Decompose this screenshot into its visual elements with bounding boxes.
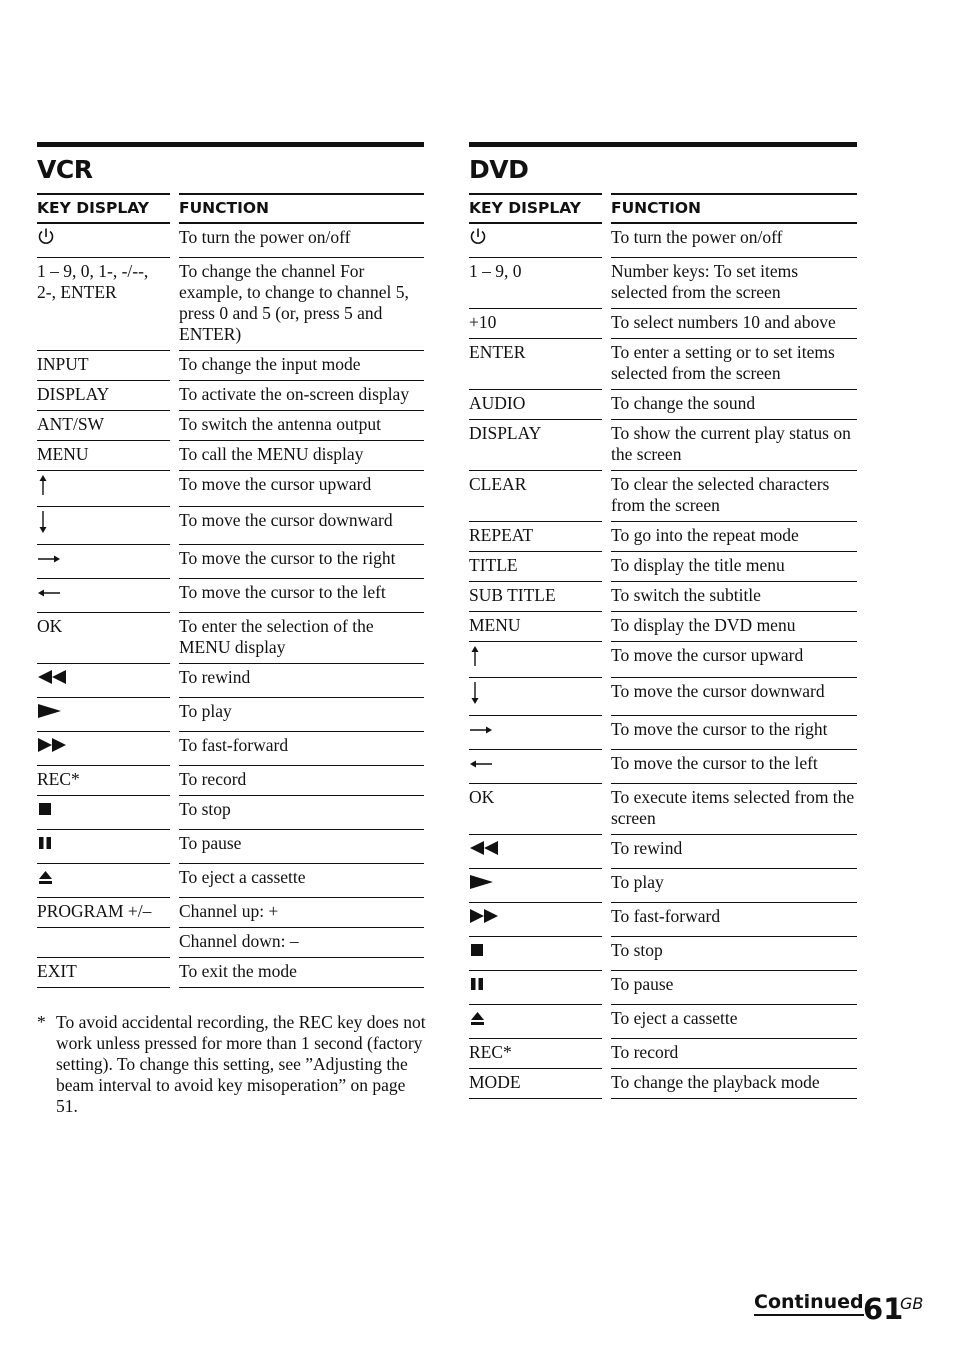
table-row [469,1005,857,1039]
function-cell: To display the title menu [611,552,857,582]
function-cell: To play [179,698,424,732]
function-cell: To switch the antenna output [179,411,424,441]
function-cell: To change the sound [611,390,857,420]
key-display-cell [469,390,602,420]
key-display-cell [37,411,170,441]
key-display-cell [37,898,170,928]
key-display-cell [469,937,602,971]
key-label: ENTER [469,342,526,362]
table-row [37,441,424,471]
table-row [469,971,857,1005]
table-row [469,522,857,552]
power-icon [469,227,487,252]
dvd-key-table [469,193,857,1099]
table-row [469,390,857,420]
key-label: MENU [469,615,521,635]
vcr-table-body [37,224,424,988]
key-display-cell [37,796,170,830]
function-cell: To enter a setting or to set items selected from the screen [611,339,857,390]
key-display-cell [37,864,170,898]
dvd-title: DVD [469,155,529,184]
function-cell: To execute items selected from the screen [611,784,857,835]
table-row [37,796,424,830]
key-display-cell [469,1069,602,1099]
arrow-down-icon [469,681,481,710]
eject-icon [37,867,55,892]
key-label: PROGRAM +/– [37,901,152,921]
stop-icon [37,799,55,824]
table-row [37,351,424,381]
table-row [37,579,424,613]
page-suffix: GB [900,1294,924,1313]
key-display-cell [469,309,602,339]
table-row [37,864,424,898]
key-display-cell [469,224,602,258]
footnote [37,1012,427,1117]
arrow-up-icon [469,645,481,672]
function-cell: To rewind [611,835,857,869]
function-cell: To move the cursor upward [611,642,857,678]
key-display-cell [37,545,170,579]
key-display-cell [37,613,170,664]
play-icon [469,872,495,897]
table-row [469,258,857,309]
table-row [37,545,424,579]
key-display-cell [469,903,602,937]
continued-label: Continued [754,1290,864,1316]
vcr-key-header: KEY DISPLAY [37,193,170,224]
key-display-cell [37,928,170,958]
key-display-cell [37,766,170,796]
function-cell: To rewind [179,664,424,698]
function-cell: To select numbers 10 and above [611,309,857,339]
table-row [37,958,424,988]
table-row [37,732,424,766]
key-label: INPUT [37,354,89,374]
function-cell: To pause [179,830,424,864]
function-cell: Number keys: To set items selected from the screen [611,258,857,309]
table-row [37,381,424,411]
table-row [469,612,857,642]
key-label: +10 [469,312,497,332]
function-cell: To record [611,1039,857,1069]
table-row [469,1039,857,1069]
arrow-left-icon [469,753,493,778]
arrow-right-icon [469,719,493,744]
table-row [37,471,424,507]
key-display-cell [469,678,602,716]
key-label: MODE [469,1072,521,1092]
rewind-icon [469,838,501,863]
function-cell: To change the input mode [179,351,424,381]
dvd-section [469,142,857,1099]
key-display-cell [469,642,602,678]
pause-icon [37,833,55,858]
key-label: 1 – 9, 0, 1-, -/--, 2-, ENTER [37,261,149,302]
key-display-cell [37,698,170,732]
fast-forward-icon [469,906,501,931]
function-cell: To move the cursor upward [179,471,424,507]
fast-forward-icon [37,735,69,760]
key-label: OK [37,616,63,636]
key-label: ANT/SW [37,414,105,434]
table-row [37,664,424,698]
key-display-cell [469,339,602,390]
key-display-cell [37,664,170,698]
dvd-table-body [469,224,857,1099]
stop-icon [469,940,487,965]
key-display-cell [469,1039,602,1069]
arrow-up-icon [37,474,49,501]
table-row [469,869,857,903]
key-display-cell [469,582,602,612]
vcr-top-rule [37,142,424,147]
table-row [469,716,857,750]
table-row [469,903,857,937]
arrow-right-icon [37,548,61,573]
table-row [37,766,424,796]
key-label: 1 – 9, 0 [469,261,522,281]
table-row [469,420,857,471]
table-row [37,613,424,664]
key-display-cell [469,420,602,471]
key-display-cell [469,716,602,750]
table-row [37,830,424,864]
function-cell: To clear the selected characters from the screen [611,471,857,522]
vcr-function-header: FUNCTION [179,193,424,224]
function-cell: To play [611,869,857,903]
key-display-cell [469,471,602,522]
key-label: SUB TITLE [469,585,556,605]
key-display-cell [37,471,170,507]
key-display-cell [37,579,170,613]
key-display-cell [37,258,170,351]
key-display-cell [37,381,170,411]
key-display-cell [37,830,170,864]
table-row [37,411,424,441]
vcr-key-table [37,193,424,988]
function-cell: To move the cursor to the right [611,716,857,750]
dvd-key-header: KEY DISPLAY [469,193,602,224]
key-label: EXIT [37,961,77,981]
key-display-cell [469,612,602,642]
key-label: REC* [469,1042,512,1062]
arrow-left-icon [37,582,61,607]
table-row [469,937,857,971]
function-cell: To move the cursor downward [179,507,424,545]
table-row [469,642,857,678]
key-display-cell [469,971,602,1005]
function-cell: To stop [179,796,424,830]
key-display-cell [469,552,602,582]
key-label: DISPLAY [37,384,110,404]
function-cell: To turn the power on/off [611,224,857,258]
function-cell: To switch the subtitle [611,582,857,612]
table-row [469,750,857,784]
table-row [37,898,424,928]
key-display-cell [469,784,602,835]
table-row [469,835,857,869]
function-cell: To move the cursor downward [611,678,857,716]
table-row [469,552,857,582]
key-label: REPEAT [469,525,534,545]
table-row [469,471,857,522]
key-display-cell [37,441,170,471]
arrow-down-icon [37,510,49,539]
key-display-cell [469,258,602,309]
table-row [37,698,424,732]
table-row [37,928,424,958]
key-display-cell [37,351,170,381]
table-row [469,784,857,835]
function-cell: Channel up: + [179,898,424,928]
function-cell: To record [179,766,424,796]
table-row [469,678,857,716]
page-number: 61 [863,1292,904,1326]
key-label: MENU [37,444,89,464]
dvd-function-header: FUNCTION [611,193,857,224]
function-cell: To turn the power on/off [179,224,424,258]
function-cell: To fast-forward [611,903,857,937]
key-label: REC* [37,769,80,789]
eject-icon [469,1008,487,1033]
table-row [37,258,424,351]
function-cell: To activate the on-screen display [179,381,424,411]
vcr-title: VCR [37,155,93,184]
key-label: CLEAR [469,474,527,494]
dvd-top-rule [469,142,857,147]
table-row [469,1069,857,1099]
key-display-cell [469,835,602,869]
function-cell: To eject a cassette [611,1005,857,1039]
key-display-cell [37,732,170,766]
key-display-cell [469,869,602,903]
vcr-section [37,142,424,988]
function-cell: To call the MENU display [179,441,424,471]
vcr-table-header [37,193,424,224]
function-cell: To move the cursor to the right [179,545,424,579]
key-display-cell [469,750,602,784]
key-label: AUDIO [469,393,526,413]
key-display-cell [469,1005,602,1039]
key-display-cell [37,507,170,545]
function-cell: To fast-forward [179,732,424,766]
pause-icon [469,974,487,999]
function-cell: To display the DVD menu [611,612,857,642]
play-icon [37,701,63,726]
function-cell: To enter the selection of the MENU display [179,613,424,664]
key-label: TITLE [469,555,518,575]
dvd-table-header [469,193,857,224]
function-cell: To change the channel For example, to change to channel 5, press 0 and 5 (or, press 5 and ENTER) [179,258,424,351]
function-cell: To move the cursor to the left [611,750,857,784]
function-cell: To go into the repeat mode [611,522,857,552]
table-row [469,309,857,339]
function-cell: To eject a cassette [179,864,424,898]
key-display-cell [37,958,170,988]
key-display-cell [469,522,602,552]
function-cell: To stop [611,937,857,971]
function-cell: To change the playback mode [611,1069,857,1099]
key-label: OK [469,787,495,807]
footnote-marker: * [37,1012,46,1032]
footnote-text: To avoid accidental recording, the REC key does not work unless pressed for more than 1 second (factory setting). To change this setting, see ”Adjusting the beam interval to avoid key misoperation” on page 51. [56,1012,426,1116]
key-display-cell [37,224,170,258]
rewind-icon [37,667,69,692]
function-cell: To move the cursor to the left [179,579,424,613]
table-row [469,582,857,612]
function-cell: Channel down: – [179,928,424,958]
function-cell: To exit the mode [179,958,424,988]
table-row [469,339,857,390]
power-icon [37,227,55,252]
function-cell: To show the current play status on the screen [611,420,857,471]
table-row [37,224,424,258]
key-label: DISPLAY [469,423,542,443]
function-cell: To pause [611,971,857,1005]
table-row [37,507,424,545]
table-row [469,224,857,258]
